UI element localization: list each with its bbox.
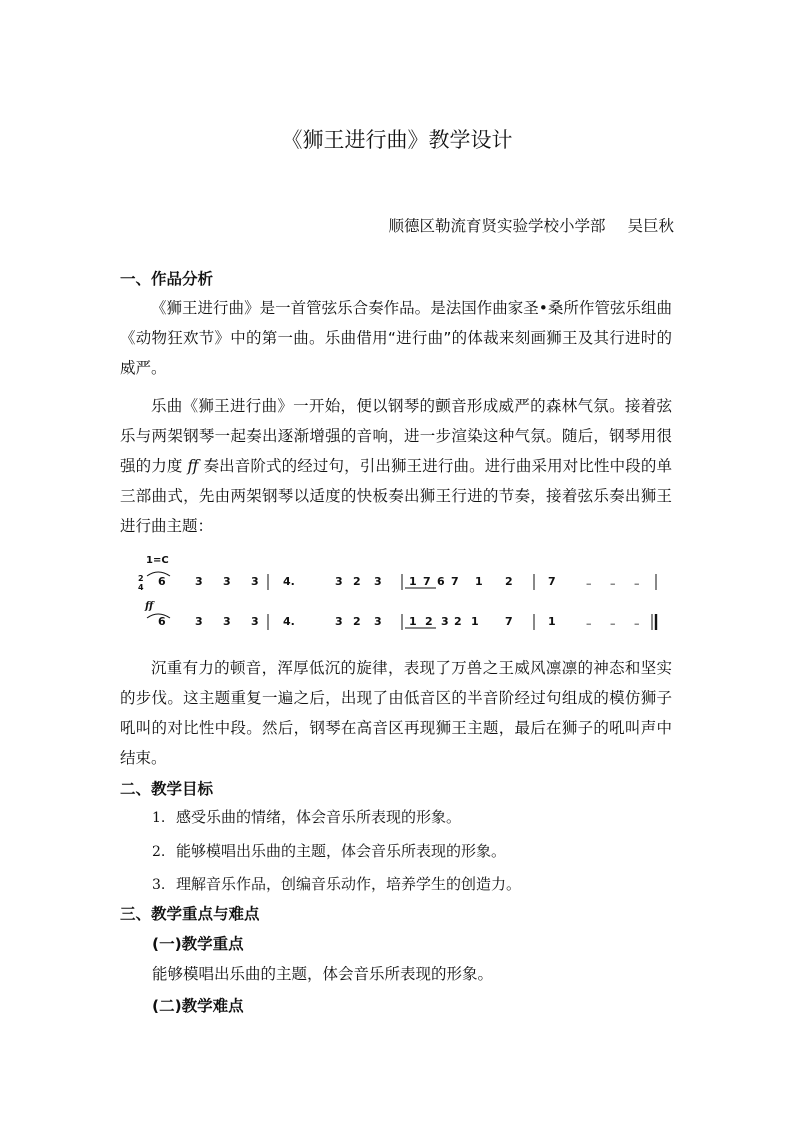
analysis-paragraph-2 [120, 391, 672, 541]
author-school: 顺德区勒流育贤实验学校小学部 [388, 217, 606, 235]
author-line [388, 214, 674, 238]
music-score-theme [138, 548, 666, 640]
goal-item-number: 2. [152, 844, 166, 860]
score-note: 6 [158, 615, 166, 628]
score-note: 4. [283, 615, 295, 628]
goal-item-3 [152, 872, 521, 897]
subheading-key-point: (一)教学重点 [152, 935, 244, 953]
score-note: 1 [548, 615, 556, 628]
score-note: 2 [454, 615, 462, 628]
goal-item-text: 感受乐曲的情绪，体会音乐所表现的形象。 [176, 808, 462, 826]
analysis-paragraph-2-part-a: 乐曲《狮王进行曲》一开始，便以钢琴的颤音形成威严的森林气氛。接着弦乐与两架钢琴一起奏出逐渐增强的音响，进一步渲染这种气氛。随后，钢琴用很强的力度 [120, 397, 672, 475]
score-note: 7 [548, 575, 556, 588]
score-note: 3 [251, 575, 259, 588]
key-point-text: 能够模唱出乐曲的主题，体会音乐所表现的形象。 [152, 965, 494, 983]
score-note: 2 [505, 575, 513, 588]
score-note: 3 [251, 615, 259, 628]
goal-item-number: 1. [152, 810, 166, 826]
section-heading-goals: 二、教学目标 [120, 780, 214, 798]
score-note: 3 [441, 615, 449, 628]
author-name: 吴巨秋 [627, 217, 674, 235]
score-dash: – [586, 577, 592, 590]
score-note: 1 [409, 615, 417, 628]
score-dash: – [586, 617, 592, 630]
section-heading-analysis: 一、作品分析 [120, 270, 214, 288]
score-dash: – [610, 577, 616, 590]
subheading-difficult-point: (二)教学难点 [152, 997, 244, 1015]
goal-item-text: 理解音乐作品，创编音乐动作，培养学生的创造力。 [176, 875, 522, 893]
score-note: 3 [335, 575, 343, 588]
score-note: 7 [451, 575, 459, 588]
score-key: 1=C [146, 555, 169, 566]
score-note: 3 [223, 615, 231, 628]
dynamic-ff-mark: ff [187, 457, 199, 475]
analysis-paragraph-2-part-b: 奏出音阶式的经过句，引出狮王进行曲。进行曲采用对比性中段的单三部曲式，先由两架钢琴以适度的快板奏出狮王行进的节奏，接着弦乐奏出狮王进行曲主题： [120, 457, 672, 535]
score-note: 3 [374, 615, 382, 628]
analysis-paragraph-3: 沉重有力的顿音，浑厚低沉的旋律，表现了万兽之王威风凛凛的神态和坚实的步伐。这主题重复一遍之后，出现了由低音区的半音阶经过句组成的模仿狮子吼叫的对比性中段。然后，钢琴在高音区再现狮王主题，最后在狮子的吼叫声中结束。 [120, 659, 672, 767]
score-note: 1 [471, 615, 479, 628]
score-note: 3 [195, 575, 203, 588]
score-note: 2 [425, 615, 433, 628]
score-dash: – [634, 577, 640, 590]
score-note: 3 [195, 615, 203, 628]
score-note: 7 [505, 615, 513, 628]
score-dash: – [610, 617, 616, 630]
score-note: 2 [353, 615, 361, 628]
score-meter-bottom: 4 [138, 583, 144, 592]
page-title: 《狮王进行曲》教学设计 [281, 128, 513, 152]
goal-item-2 [152, 839, 506, 864]
score-note: 1 [409, 575, 417, 588]
analysis-paragraph-1: 《狮王进行曲》是一首管弦乐合奏作品。是法国作曲家圣•桑所作管弦乐组曲《动物狂欢节》中的第一曲。乐曲借用“进行曲”的体裁来刻画狮王及其行进时的威严。 [120, 299, 672, 377]
section-heading-key-points: 三、教学重点与难点 [120, 905, 260, 923]
score-note: 7 [423, 575, 431, 588]
score-note: 4. [283, 575, 295, 588]
score-note: 2 [353, 575, 361, 588]
score-note: 6 [158, 575, 166, 588]
score-note: 6 [437, 575, 445, 588]
score-note: 3 [223, 575, 231, 588]
score-note: 3 [335, 615, 343, 628]
goal-item-1 [152, 805, 461, 830]
score-ff-mark: ff [145, 601, 154, 612]
score-note: 3 [374, 575, 382, 588]
score-dash: – [634, 617, 640, 630]
goal-item-text: 能够模唱出乐曲的主题，体会音乐所表现的形象。 [176, 842, 507, 860]
score-note: 1 [475, 575, 483, 588]
score-meter-top: 2 [138, 574, 144, 583]
goal-item-number: 3. [152, 877, 166, 893]
